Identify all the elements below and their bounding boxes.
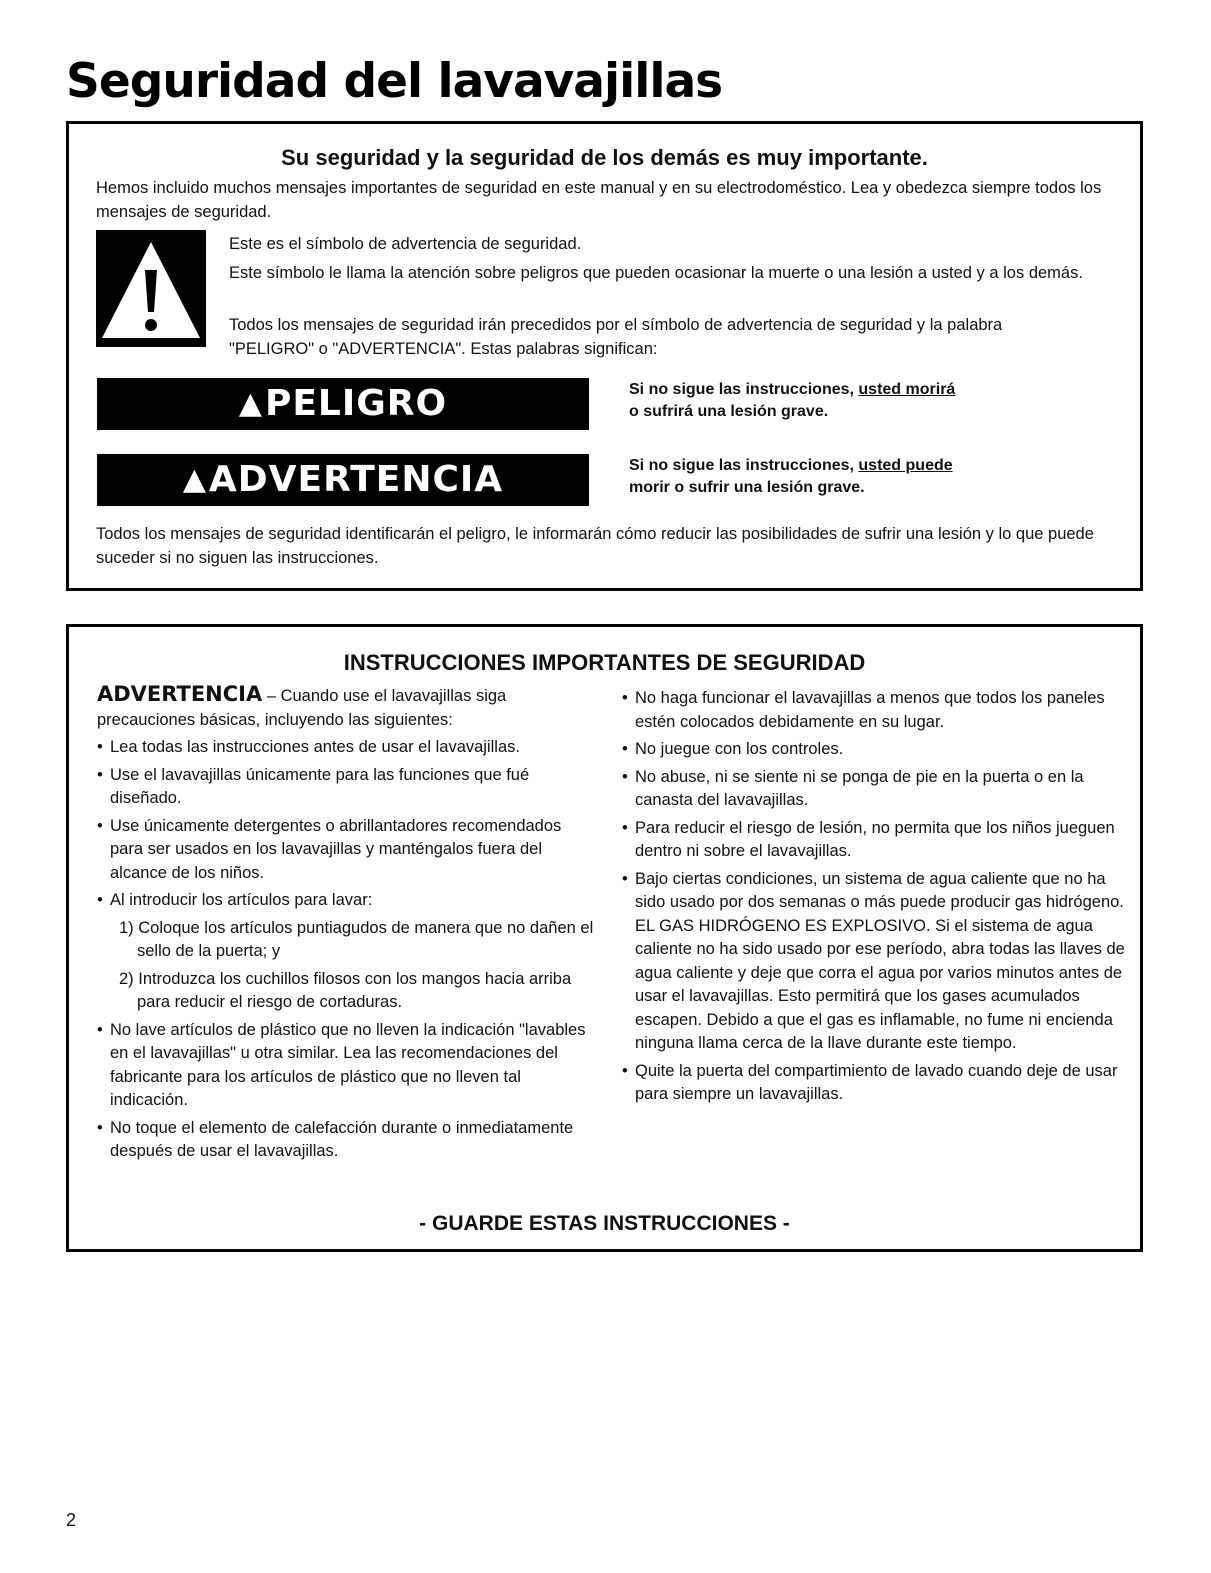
list-item: • Bajo ciertas condiciones, un sistema de agua caliente que no ha sido usado por dos semanas o más puede producir gas hidrógeno. EL GAS HIDRÓGENO ES EXPLOSIVO. Si el sistema de agua caliente no ha sido usado por ese período, abra todas las llaves de agua caliente y deje que corra el agua por varios minutos antes de usar el lavavajillas. Esto permitirá que los gases acumulados escapen. Debido a que el gas es inflamable, no fume ni encienda ninguna llama cerca de la llave durante este tiempo.: [622, 868, 1132, 1056]
lead-word: ADVERTENCIA: [97, 682, 263, 706]
instructions-right-column: [622, 687, 1132, 1107]
warning-triangle-icon: [96, 230, 206, 347]
warning-emphasis: usted puede: [858, 457, 953, 474]
symbol-precedence: Todos los mensajes de seguridad irán precedidos por el símbolo de advertencia de seguridad y la palabra "PELIGRO" o "ADVERTENCIA". Estas palabras significan:: [229, 316, 1003, 358]
danger-banner: [97, 378, 589, 430]
safety-intro: Hemos incluido muchos mensajes importantes de seguridad en este manual y en su electrodoméstico. Lea y obedezca siempre todos los mensajes de seguridad.: [96, 179, 1102, 221]
danger-emphasis: usted morirá: [858, 381, 956, 398]
warning-banner: [97, 454, 589, 506]
page-title: Seguridad del lavavajillas: [66, 54, 723, 109]
alert-triangle-icon: ▲: [182, 462, 207, 497]
numbered-item: 1) Coloque los artículos puntiagudos de manera que no dañen el sello de la puerta; y: [119, 918, 594, 960]
list-item: • Use el lavavajillas únicamente para las funciones que fué diseñado.: [97, 764, 597, 811]
danger-label: PELIGRO: [264, 383, 448, 424]
instructions-left-column: [97, 683, 597, 1164]
list-item: • No abuse, ni se siente ni se ponga de pie en la puerta o en la canasta del lavavajillas.: [622, 766, 1132, 813]
instructions-lead: [97, 683, 597, 732]
list-item: • Use únicamente detergentes o abrillantadores recomendados para ser usados en los lavavajillas y manténgalos fuera del alcance de los niños.: [97, 815, 597, 886]
safety-heading: Su seguridad y la seguridad de los demás es muy importante.: [281, 145, 928, 170]
safety-notice-box: [66, 121, 1143, 591]
warning-text: Si no sigue las instrucciones, usted puede morir o sufrir una lesión grave.: [629, 457, 953, 496]
list-item: • No lave artículos de plástico que no lleven la indicación "lavables en el lavavajillas" u otra similar. Lea las recomendaciones del fabricante para los artículos de plástico que no lleven tal indicación.: [97, 1019, 597, 1113]
list-item: • Quite la puerta del compartimiento de lavado cuando deje de usar para siempre un lavavajillas.: [622, 1060, 1132, 1107]
numbered-item: 2) Introduzca los cuchillos filosos con los mangos hacia arriba para reducir el riesgo de cortaduras.: [119, 969, 572, 1011]
list-item: • Lea todas las instrucciones antes de usar el lavavajillas.: [97, 736, 597, 760]
instructions-heading: INSTRUCCIONES IMPORTANTES DE SEGURIDAD: [343, 650, 866, 675]
page-number: 2: [66, 1510, 77, 1530]
list-item: • Al introducir los artículos para lavar:: [97, 889, 597, 913]
danger-text: Si no sigue las instrucciones, usted morirá o sufrirá una lesión grave.: [629, 381, 956, 420]
list-item: • Para reducir el riesgo de lesión, no permita que los niños jueguen dentro ni sobre el lavavajillas.: [622, 817, 1132, 864]
list-item: • No toque el elemento de calefacción durante o inmediatamente después de usar el lavavajillas.: [97, 1117, 597, 1164]
list-item: • No juegue con los controles.: [622, 738, 1132, 762]
lead-text: – Cuando use el lavavajillas siga precauciones básicas, incluyendo las siguientes:: [97, 687, 507, 729]
symbol-description: Este es el símbolo de advertencia de seguridad.: [229, 235, 582, 253]
list-item: • No haga funcionar el lavavajillas a menos que todos los paneles estén colocados debidamente en su lugar.: [622, 687, 1132, 734]
alert-triangle-icon: ▲: [238, 386, 263, 421]
save-instructions-footer: - GUARDE ESTAS INSTRUCCIONES -: [419, 1212, 790, 1235]
safety-footer: Todos los mensajes de seguridad identificarán el peligro, le informarán cómo reducir las posibilidades de sufrir una lesión y lo que puede suceder si no siguen las instrucciones.: [96, 525, 1094, 567]
symbol-meaning: Este símbolo le llama la atención sobre peligros que pueden ocasionar la muerte o una lesión a usted y a los demás.: [229, 264, 1083, 282]
instructions-box: [66, 624, 1143, 1252]
warning-label: ADVERTENCIA: [208, 459, 504, 500]
